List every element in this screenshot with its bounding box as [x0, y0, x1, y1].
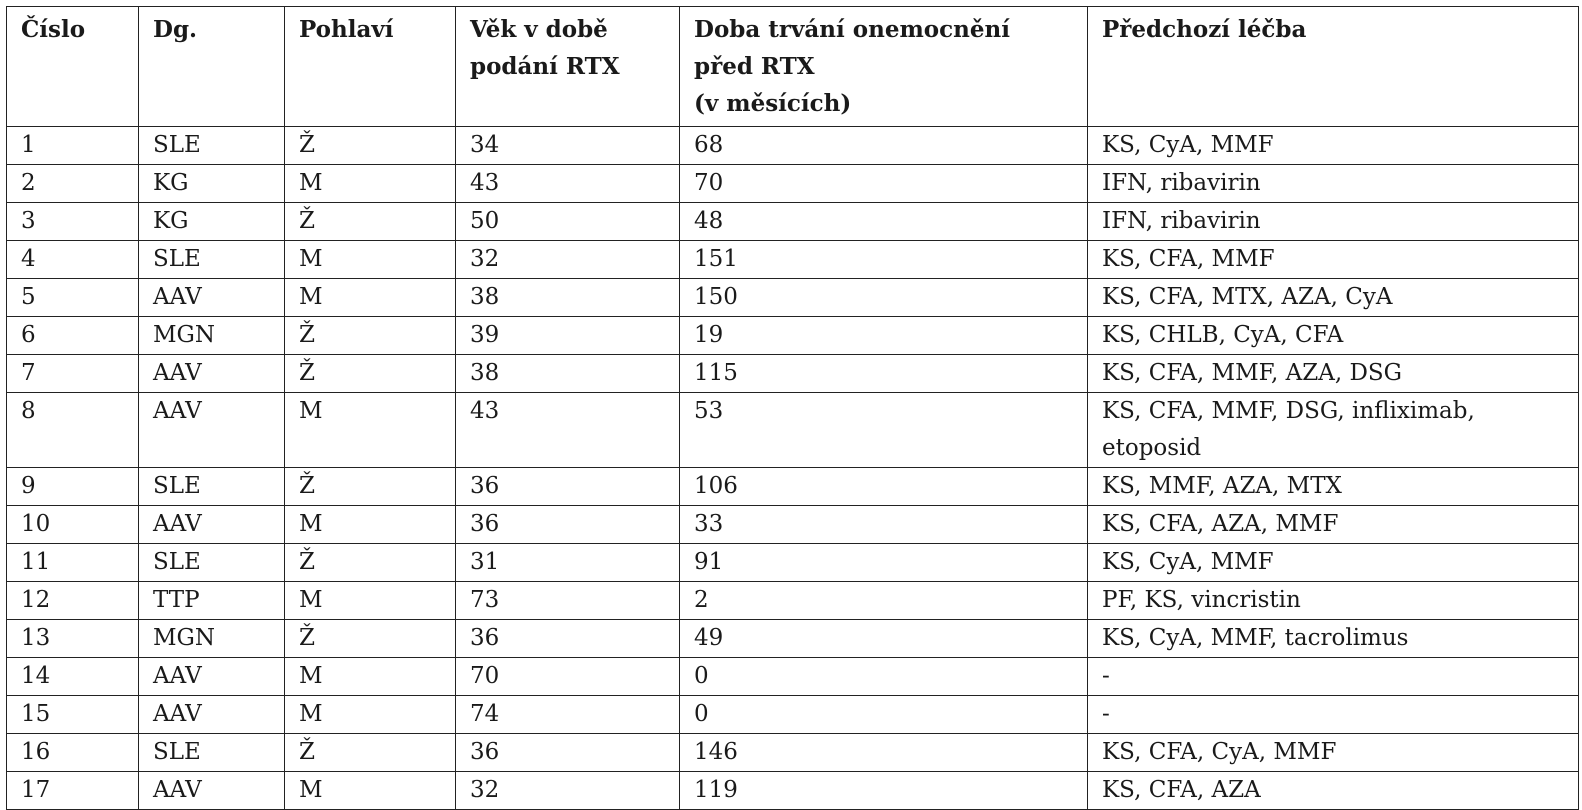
cell-predchozi-lecba: PF, KS, vincristin	[1088, 582, 1579, 620]
cell-vek: 38	[456, 355, 680, 393]
cell-predchozi-lecba: KS, CyA, MMF	[1088, 127, 1579, 165]
cell-pohlavi: M	[285, 696, 456, 734]
cell-doba-trvani: 0	[680, 696, 1088, 734]
cell-pohlavi: M	[285, 506, 456, 544]
cell-doba-trvani: 106	[680, 468, 1088, 506]
cell-predchozi-lecba: KS, CFA, MMF, AZA, DSG	[1088, 355, 1579, 393]
cell-predchozi-lecba: IFN, ribavirin	[1088, 203, 1579, 241]
cell-pohlavi: Ž	[285, 620, 456, 658]
cell-doba-trvani: 33	[680, 506, 1088, 544]
cell-cislo: 6	[7, 317, 139, 355]
header-dg: Dg.	[139, 7, 285, 127]
cell-doba-trvani: 0	[680, 658, 1088, 696]
cell-doba-trvani: 119	[680, 772, 1088, 810]
cell-pohlavi: Ž	[285, 203, 456, 241]
cell-vek: 50	[456, 203, 680, 241]
cell-pohlavi: Ž	[285, 734, 456, 772]
cell-dg: AAV	[139, 772, 285, 810]
cell-pohlavi: Ž	[285, 317, 456, 355]
cell-vek: 43	[456, 165, 680, 203]
cell-cislo: 8	[7, 393, 139, 468]
cell-predchozi-lecba: IFN, ribavirin	[1088, 165, 1579, 203]
table-row	[7, 506, 1579, 544]
table-container	[6, 6, 1578, 810]
cell-pohlavi: M	[285, 241, 456, 279]
cell-predchozi-lecba: KS, CFA, MMF, DSG, infliximab, etoposid	[1088, 393, 1579, 468]
table-row	[7, 241, 1579, 279]
cell-cislo: 7	[7, 355, 139, 393]
table-body	[7, 127, 1579, 810]
cell-doba-trvani: 19	[680, 317, 1088, 355]
cell-cislo: 10	[7, 506, 139, 544]
cell-doba-trvani: 68	[680, 127, 1088, 165]
table-row	[7, 355, 1579, 393]
cell-predchozi-lecba: -	[1088, 658, 1579, 696]
cell-doba-trvani: 53	[680, 393, 1088, 468]
cell-cislo: 16	[7, 734, 139, 772]
table-row	[7, 772, 1579, 810]
cell-vek: 34	[456, 127, 680, 165]
cell-vek: 73	[456, 582, 680, 620]
cell-predchozi-lecba: KS, CFA, AZA, MMF	[1088, 506, 1579, 544]
cell-vek: 36	[456, 734, 680, 772]
table-row	[7, 620, 1579, 658]
cell-dg: SLE	[139, 734, 285, 772]
cell-vek: 70	[456, 658, 680, 696]
cell-doba-trvani: 151	[680, 241, 1088, 279]
cell-cislo: 15	[7, 696, 139, 734]
cell-cislo: 9	[7, 468, 139, 506]
cell-doba-trvani: 49	[680, 620, 1088, 658]
cell-dg: AAV	[139, 658, 285, 696]
header-pohlavi: Pohlaví	[285, 7, 456, 127]
cell-dg: KG	[139, 165, 285, 203]
cell-cislo: 3	[7, 203, 139, 241]
patients-table	[6, 6, 1579, 810]
cell-doba-trvani: 115	[680, 355, 1088, 393]
cell-predchozi-lecba: KS, CFA, AZA	[1088, 772, 1579, 810]
table-row	[7, 696, 1579, 734]
cell-predchozi-lecba: KS, CFA, MTX, AZA, CyA	[1088, 279, 1579, 317]
table-row	[7, 658, 1579, 696]
cell-pohlavi: Ž	[285, 544, 456, 582]
cell-dg: SLE	[139, 127, 285, 165]
cell-cislo: 4	[7, 241, 139, 279]
cell-pohlavi: M	[285, 658, 456, 696]
cell-vek: 39	[456, 317, 680, 355]
cell-vek: 31	[456, 544, 680, 582]
table-row	[7, 468, 1579, 506]
cell-predchozi-lecba: KS, CFA, CyA, MMF	[1088, 734, 1579, 772]
cell-dg: SLE	[139, 544, 285, 582]
cell-vek: 38	[456, 279, 680, 317]
cell-cislo: 5	[7, 279, 139, 317]
cell-vek: 43	[456, 393, 680, 468]
cell-dg: TTP	[139, 582, 285, 620]
cell-pohlavi: M	[285, 582, 456, 620]
cell-vek: 32	[456, 241, 680, 279]
cell-cislo: 1	[7, 127, 139, 165]
table-row	[7, 127, 1579, 165]
table-row	[7, 317, 1579, 355]
cell-dg: MGN	[139, 620, 285, 658]
cell-vek: 32	[456, 772, 680, 810]
cell-doba-trvani: 146	[680, 734, 1088, 772]
cell-pohlavi: Ž	[285, 355, 456, 393]
cell-cislo: 12	[7, 582, 139, 620]
cell-cislo: 2	[7, 165, 139, 203]
cell-vek: 36	[456, 506, 680, 544]
cell-doba-trvani: 150	[680, 279, 1088, 317]
header-cislo: Číslo	[7, 7, 139, 127]
cell-predchozi-lecba: KS, CyA, MMF, tacrolimus	[1088, 620, 1579, 658]
cell-dg: AAV	[139, 696, 285, 734]
cell-dg: MGN	[139, 317, 285, 355]
table-row	[7, 582, 1579, 620]
cell-cislo: 17	[7, 772, 139, 810]
cell-pohlavi: Ž	[285, 127, 456, 165]
cell-predchozi-lecba: KS, CyA, MMF	[1088, 544, 1579, 582]
cell-dg: AAV	[139, 393, 285, 468]
cell-vek: 36	[456, 468, 680, 506]
cell-dg: SLE	[139, 241, 285, 279]
cell-vek: 36	[456, 620, 680, 658]
cell-predchozi-lecba: KS, CHLB, CyA, CFA	[1088, 317, 1579, 355]
cell-predchozi-lecba: KS, MMF, AZA, MTX	[1088, 468, 1579, 506]
cell-dg: KG	[139, 203, 285, 241]
cell-predchozi-lecba: -	[1088, 696, 1579, 734]
header-vek: Věk v době podání RTX	[456, 7, 680, 127]
cell-doba-trvani: 48	[680, 203, 1088, 241]
cell-dg: SLE	[139, 468, 285, 506]
cell-pohlavi: M	[285, 165, 456, 203]
table-row	[7, 165, 1579, 203]
cell-cislo: 13	[7, 620, 139, 658]
cell-doba-trvani: 2	[680, 582, 1088, 620]
cell-predchozi-lecba: KS, CFA, MMF	[1088, 241, 1579, 279]
cell-doba-trvani: 91	[680, 544, 1088, 582]
cell-pohlavi: M	[285, 393, 456, 468]
table-header-row	[7, 7, 1579, 127]
cell-pohlavi: M	[285, 772, 456, 810]
cell-cislo: 14	[7, 658, 139, 696]
table-row	[7, 279, 1579, 317]
table-row	[7, 393, 1579, 468]
cell-cislo: 11	[7, 544, 139, 582]
cell-pohlavi: M	[285, 279, 456, 317]
header-predchozi-lecba: Předchozí léčba	[1088, 7, 1579, 127]
cell-dg: AAV	[139, 355, 285, 393]
cell-doba-trvani: 70	[680, 165, 1088, 203]
cell-pohlavi: Ž	[285, 468, 456, 506]
table-row	[7, 734, 1579, 772]
table-row	[7, 544, 1579, 582]
cell-dg: AAV	[139, 279, 285, 317]
header-doba-trvani: Doba trvání onemocnění před RTX (v měsících)	[680, 7, 1088, 127]
cell-vek: 74	[456, 696, 680, 734]
table-row	[7, 203, 1579, 241]
cell-dg: AAV	[139, 506, 285, 544]
